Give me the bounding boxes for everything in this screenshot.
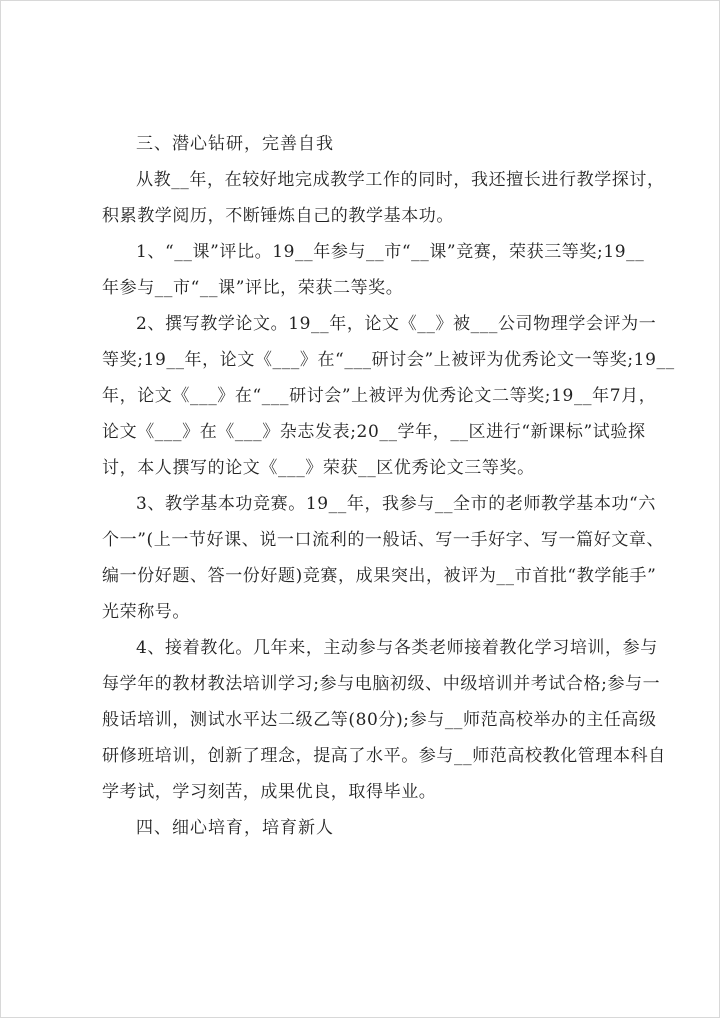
paragraph-line: 研修班培训，创新了理念，提高了水平。参与__师范高校教化管理本科自: [102, 746, 666, 766]
paragraph-intro: [102, 162, 665, 234]
paragraph-line: 每学年的教材教法培训学习;参与电脑初级、中级培训并考试合格;参与一: [102, 674, 661, 694]
paragraph-line: 个一”(上一节好课、说一口流利的一般话、写一手好字、写一篇好文章、: [102, 530, 665, 550]
paragraph-line: 等奖;19__年，论文《___》在“___研讨会”上被评为优秀论文一等奖;19__: [102, 350, 675, 370]
paragraph-line: 编一份好题、答一份好题)竞赛，成果突出，被评为__市首批“教学能手”: [102, 566, 657, 586]
section-heading-3: 三、潜心钻研，完善自我: [136, 134, 334, 154]
section-heading-4: 四、细心培育，培育新人: [136, 818, 334, 838]
paragraph-item-3: [102, 486, 665, 630]
paragraph-line: 般话培训，测试水平达二级乙等(80分);参与__师范高校举办的主任高级: [102, 710, 657, 730]
document-body: [102, 126, 675, 846]
paragraph-line: 积累教学阅历，不断锤炼自己的教学基本功。: [102, 206, 454, 226]
paragraph-line: 1、“__课”评比。19__年参与__市“__课”竞赛，荣获三等奖;19__: [136, 242, 645, 262]
paragraph-line: 论文《___》在《___》杂志发表;20__学年，__区进行“新课标”试验探: [102, 422, 646, 442]
paragraph-item-4: [102, 630, 666, 810]
paragraph-line: 2、撰写教学论文。19__年，论文《__》被___公司物理学会评为一: [136, 314, 657, 334]
paragraph-item-2: [102, 306, 675, 486]
paragraph-line: 学考试，学习刻苦，成果优良，取得毕业。: [102, 782, 437, 802]
paragraph-line: 讨，本人撰写的论文《___》荣获__区优秀论文三等奖。: [102, 458, 535, 478]
paragraph-line: 4、接着教化。几年来，主动参与各类老师接着教化学习培训，参与: [136, 638, 658, 658]
paragraph-line: 3、教学基本功竞赛。19__年，我参与__全市的老师教学基本功“六: [136, 494, 656, 514]
paragraph-item-1: [102, 234, 645, 306]
paragraph-line: 光荣称号。: [102, 602, 190, 622]
paragraph-line: 年，论文《___》在“___研讨会”上被评为优秀论文二等奖;19__年7月，: [102, 386, 657, 406]
paragraph-line: 年参与__市“__课”评比，荣获二等奖。: [102, 278, 404, 298]
paragraph-line: 从教__年，在较好地完成教学工作的同时，我还擅长进行教学探讨，: [136, 170, 665, 190]
